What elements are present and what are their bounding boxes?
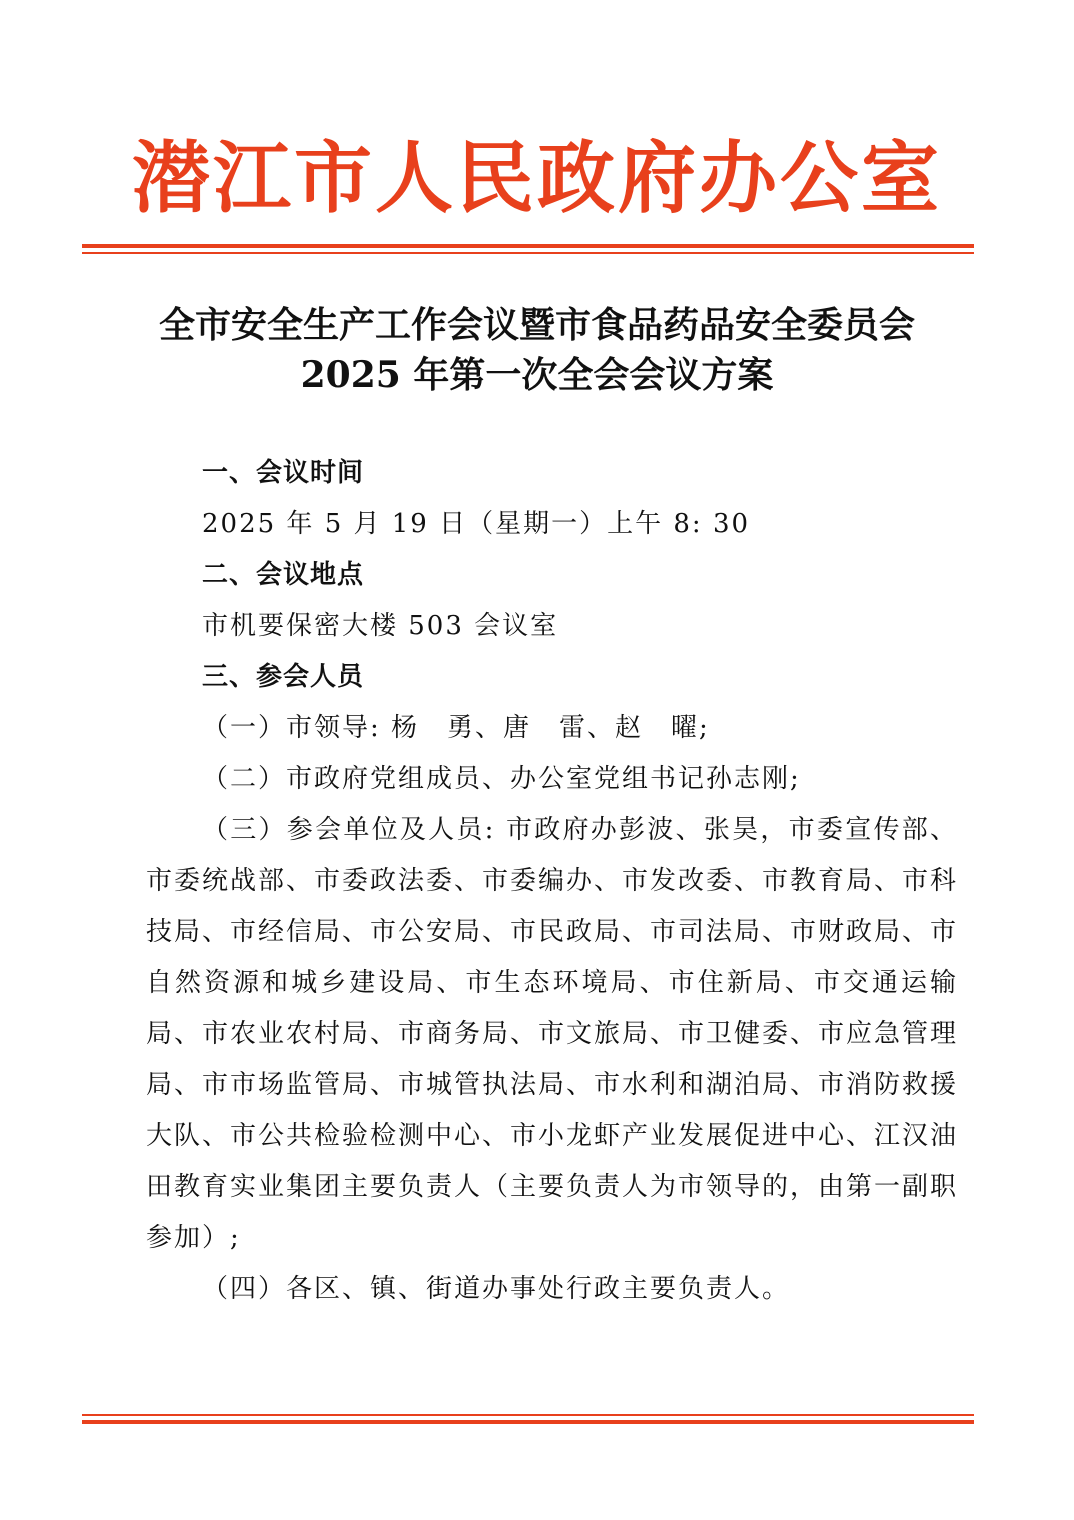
title-line-2: 2025 年第一次全会会议方案 [300,354,774,396]
section-2-heading: 二、会议地点 [202,560,365,590]
section-3-item-4: （四）各区、镇、街道办事处行政主要负责人。 [202,1274,791,1304]
document-body [146,448,958,1315]
bottom-red-rule [82,1414,974,1424]
document-title [100,300,974,400]
section-3-item-1: （一）市领导: 杨 勇、唐 雷、赵 曜; [202,713,710,743]
section-3-heading: 三、参会人员 [202,662,365,692]
section-3-item-3: （三）参会单位及人员: 市政府办彭波、张昊，市委宣传部、市委统战部、市委政法委、市委编办、市发改委、市教育局、市科技局、市经信局、市公安局、市民政局、市司法局、市财政局、市自然资源和城乡建设局、市生态环境局、市住新局、市交通运输局、市农业农村局、市商务局、市文旅局、市卫健委、市应急管理局、市市场监管局、市城管执法局、市水利和湖泊局、市消防救援大队、市公共检验检测中心、市小龙虾产业发展促进中心、江汉油田教育实业集团主要负责人（主要负责人为市领导的，由第一副职参加）; [146,815,959,1253]
section-3-item-2: （二）市政府党组成员、办公室党组书记孙志刚; [202,764,801,794]
title-line-1: 全市安全生产工作会议暨市食品药品安全委员会 [158,304,915,346]
section-1-text: 2025 年 5 月 19 日（星期一）上午 8: 30 [202,509,751,539]
section-2-text: 市机要保密大楼 503 会议室 [202,611,559,641]
top-red-rule [82,244,974,254]
section-1-heading: 一、会议时间 [202,458,365,488]
masthead-title: 潜江市人民政府办公室 [131,133,942,224]
